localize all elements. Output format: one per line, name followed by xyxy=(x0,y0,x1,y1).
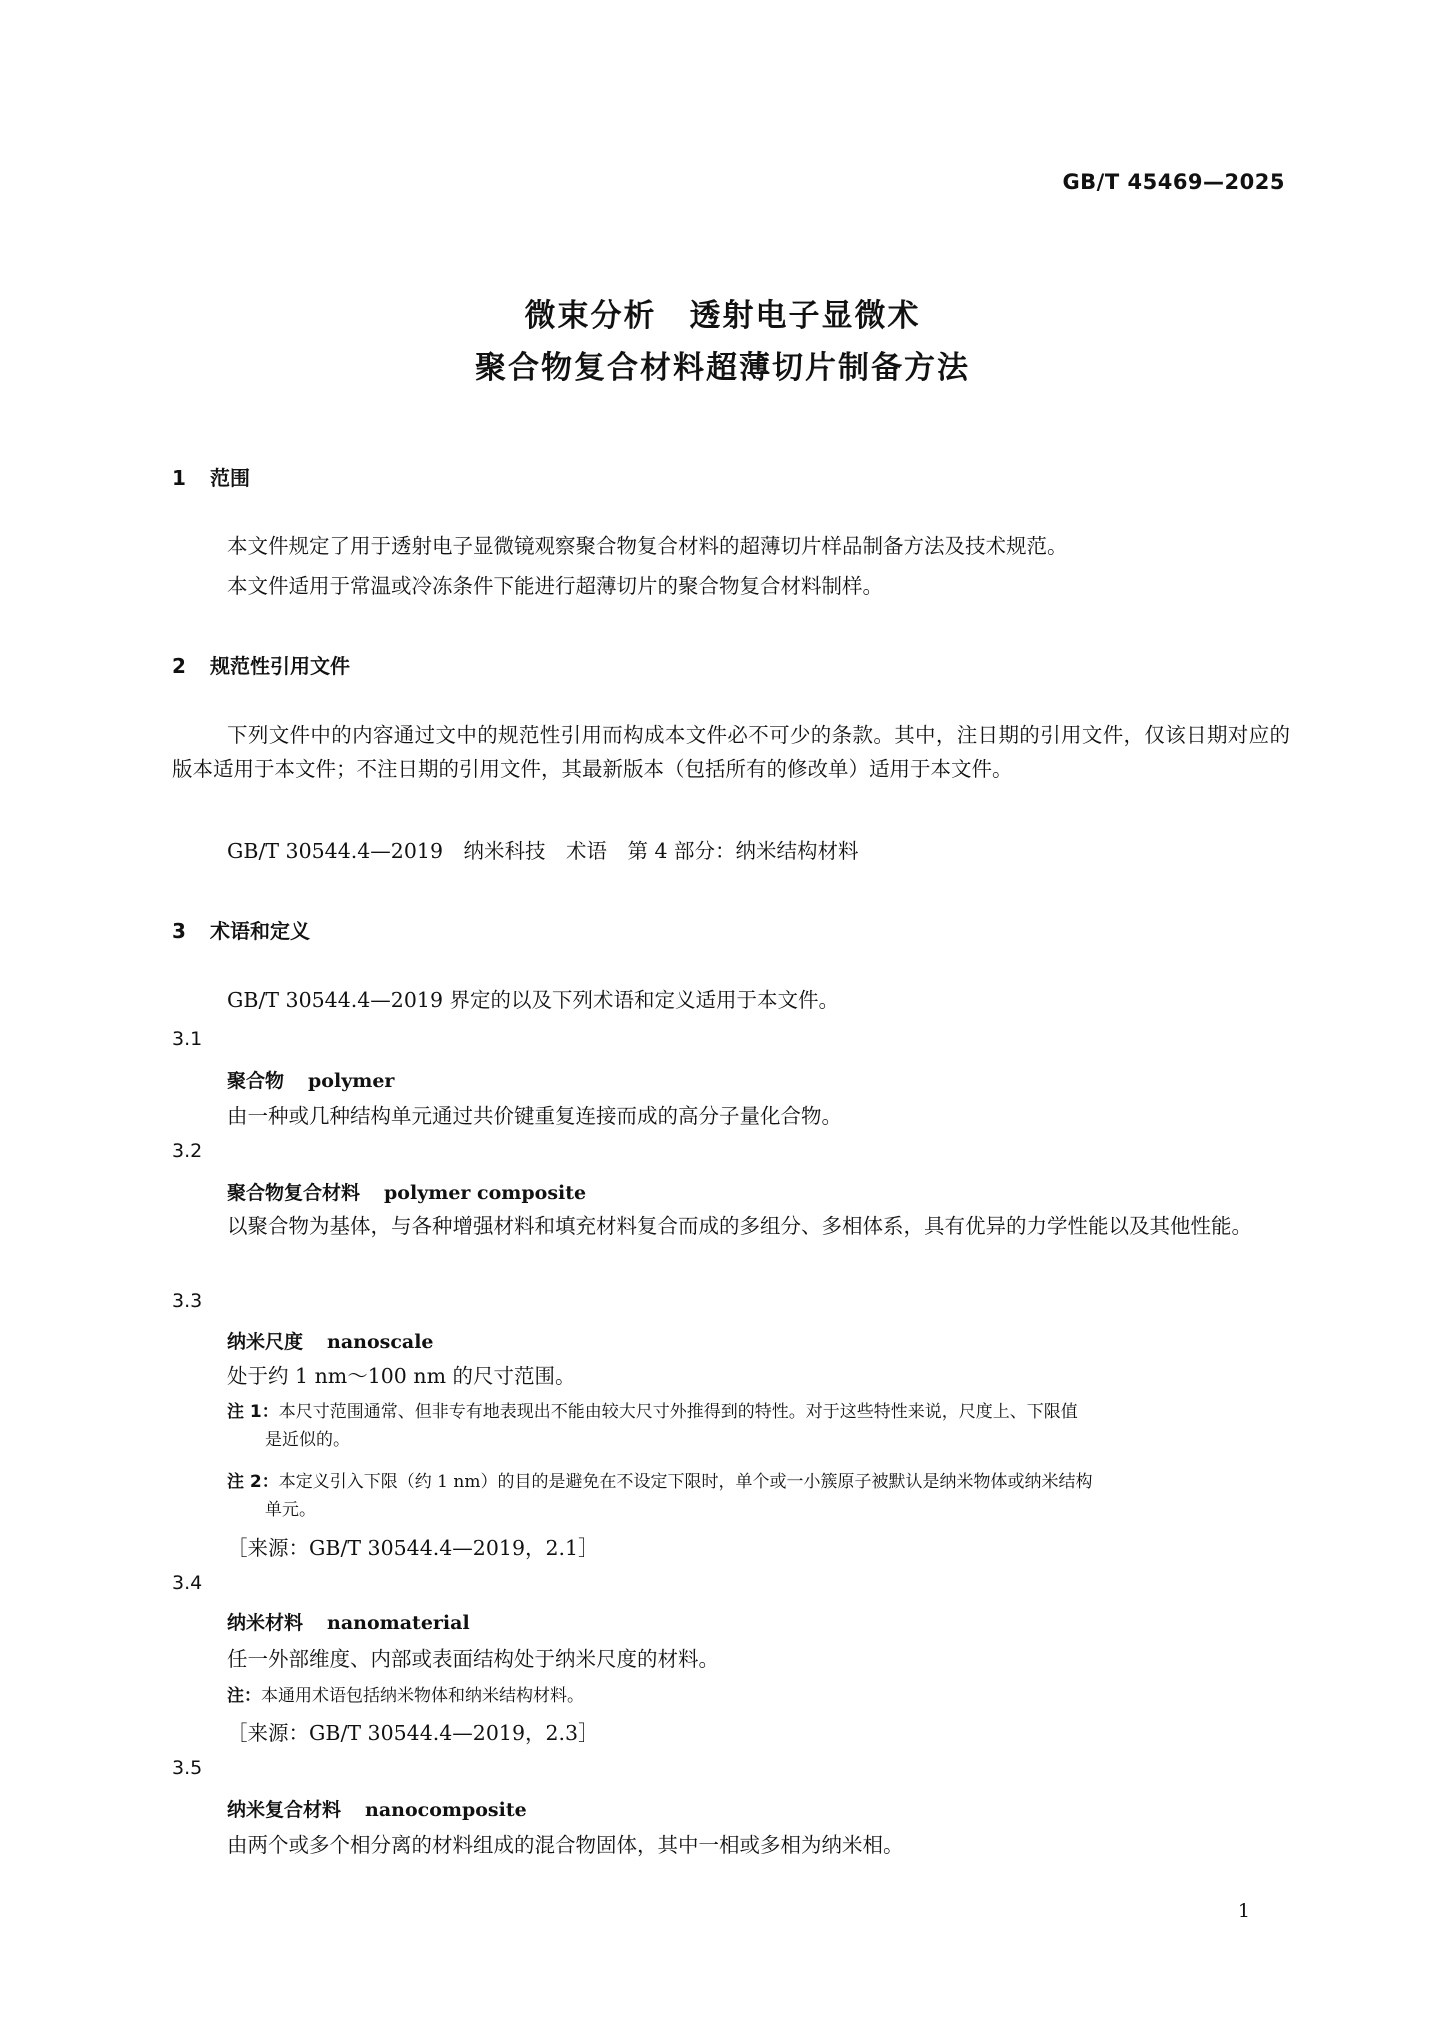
note-label: 注 2： xyxy=(227,1472,279,1492)
section-3-intro: GB/T 30544.4—2019 界定的以及下列术语和定义适用于本文件。 xyxy=(227,988,839,1012)
section-number: 2 xyxy=(172,654,186,678)
section-number: 3 xyxy=(172,919,186,943)
term-definition: 由一种或几种结构单元通过共价键重复连接而成的高分子量化合物。 xyxy=(227,1104,842,1128)
clause-number: 3.2 xyxy=(172,1140,203,1162)
standard-code: GB/T 45469—2025 xyxy=(1062,170,1285,194)
source-citation: ［来源：GB/T 30544.4—2019，2.3］ xyxy=(227,1721,599,1745)
section-2-heading xyxy=(172,650,350,679)
page-number: 1 xyxy=(1237,1900,1250,1922)
term-definition: 处于约 1 nm～100 nm 的尺寸范围。 xyxy=(227,1364,576,1388)
term-polymer xyxy=(227,1066,394,1093)
section-title: 术语和定义 xyxy=(210,919,310,943)
term-nanoscale xyxy=(227,1327,434,1354)
note-2 xyxy=(227,1468,1290,1524)
source-citation: ［来源：GB/T 30544.4—2019，2.1］ xyxy=(227,1536,599,1560)
note-text: 本定义引入下限（约 1 nm）的目的是避免在不设定下限时，单个或一小簇原子被默认是纳米物体或纳米结构 xyxy=(278,1472,1093,1492)
note-text: 本通用术语包括纳米物体和纳米结构材料。 xyxy=(261,1686,584,1706)
note-1 xyxy=(227,1398,1290,1454)
document-title-line-1: 微束分析 透射电子显微术 xyxy=(524,298,921,334)
section-title: 规范性引用文件 xyxy=(210,654,350,678)
term-zh: 纳米尺度 xyxy=(227,1331,304,1353)
section-title: 范围 xyxy=(210,466,250,490)
term-definition: 以聚合物为基体，与各种增强材料和填充材料复合而成的多组分、多相体系，具有优异的力学性能以及其他性能。 xyxy=(227,1214,1252,1238)
term-zh: 纳米材料 xyxy=(227,1612,304,1634)
document-title-line-2: 聚合物复合材料超薄切片制备方法 xyxy=(475,350,970,386)
clause-number: 3.3 xyxy=(172,1290,203,1312)
section-1-paragraph-1: 本文件规定了用于透射电子显微镜观察聚合物复合材料的超薄切片样品制备方法及技术规范。 xyxy=(227,534,1068,558)
section-1-heading xyxy=(172,462,250,491)
note-text-continued: 单元。 xyxy=(265,1500,316,1520)
term-nanomaterial xyxy=(227,1608,470,1635)
clause-number: 3.1 xyxy=(172,1028,203,1050)
clause-number: 3.5 xyxy=(172,1757,203,1779)
note-label: 注 1： xyxy=(227,1402,279,1422)
note-text-continued: 是近似的。 xyxy=(265,1430,350,1450)
normative-reference: GB/T 30544.4—2019 纳米科技 术语 第 4 部分：纳米结构材料 xyxy=(227,839,859,863)
section-3-heading xyxy=(172,915,310,944)
section-1-paragraph-2: 本文件适用于常温或冷冻条件下能进行超薄切片的聚合物复合材料制样。 xyxy=(227,574,883,598)
term-en: nanomaterial xyxy=(327,1612,470,1634)
term-en: polymer composite xyxy=(384,1182,587,1204)
term-en: polymer xyxy=(308,1070,395,1092)
note-text: 本尺寸范围通常、但非专有地表现出不能由较大尺寸外推得到的特性。对于这些特性来说，尺度上、下限值 xyxy=(278,1402,1078,1422)
term-zh: 聚合物复合材料 xyxy=(227,1182,361,1204)
note-label: 注： xyxy=(227,1686,261,1706)
term-zh: 纳米复合材料 xyxy=(227,1799,342,1821)
term-definition: 任一外部维度、内部或表面结构处于纳米尺度的材料。 xyxy=(227,1647,719,1671)
section-number: 1 xyxy=(172,466,186,490)
term-definition: 由两个或多个相分离的材料组成的混合物固体，其中一相或多相为纳米相。 xyxy=(227,1833,904,1857)
term-polymer-composite xyxy=(227,1178,586,1205)
note xyxy=(227,1682,1290,1710)
section-2-paragraph: 下列文件中的内容通过文中的规范性引用而构成本文件必不可少的条款。其中，注日期的引用文件，仅该日期对应的版本适用于本文件；不注日期的引用文件，其最新版本（包括所有的修改单）适用于本文件。 xyxy=(172,723,1290,781)
clause-number: 3.4 xyxy=(172,1572,203,1594)
term-en: nanocomposite xyxy=(365,1799,527,1821)
term-zh: 聚合物 xyxy=(227,1070,285,1092)
term-nanocomposite xyxy=(227,1795,527,1822)
term-en: nanoscale xyxy=(327,1331,434,1353)
